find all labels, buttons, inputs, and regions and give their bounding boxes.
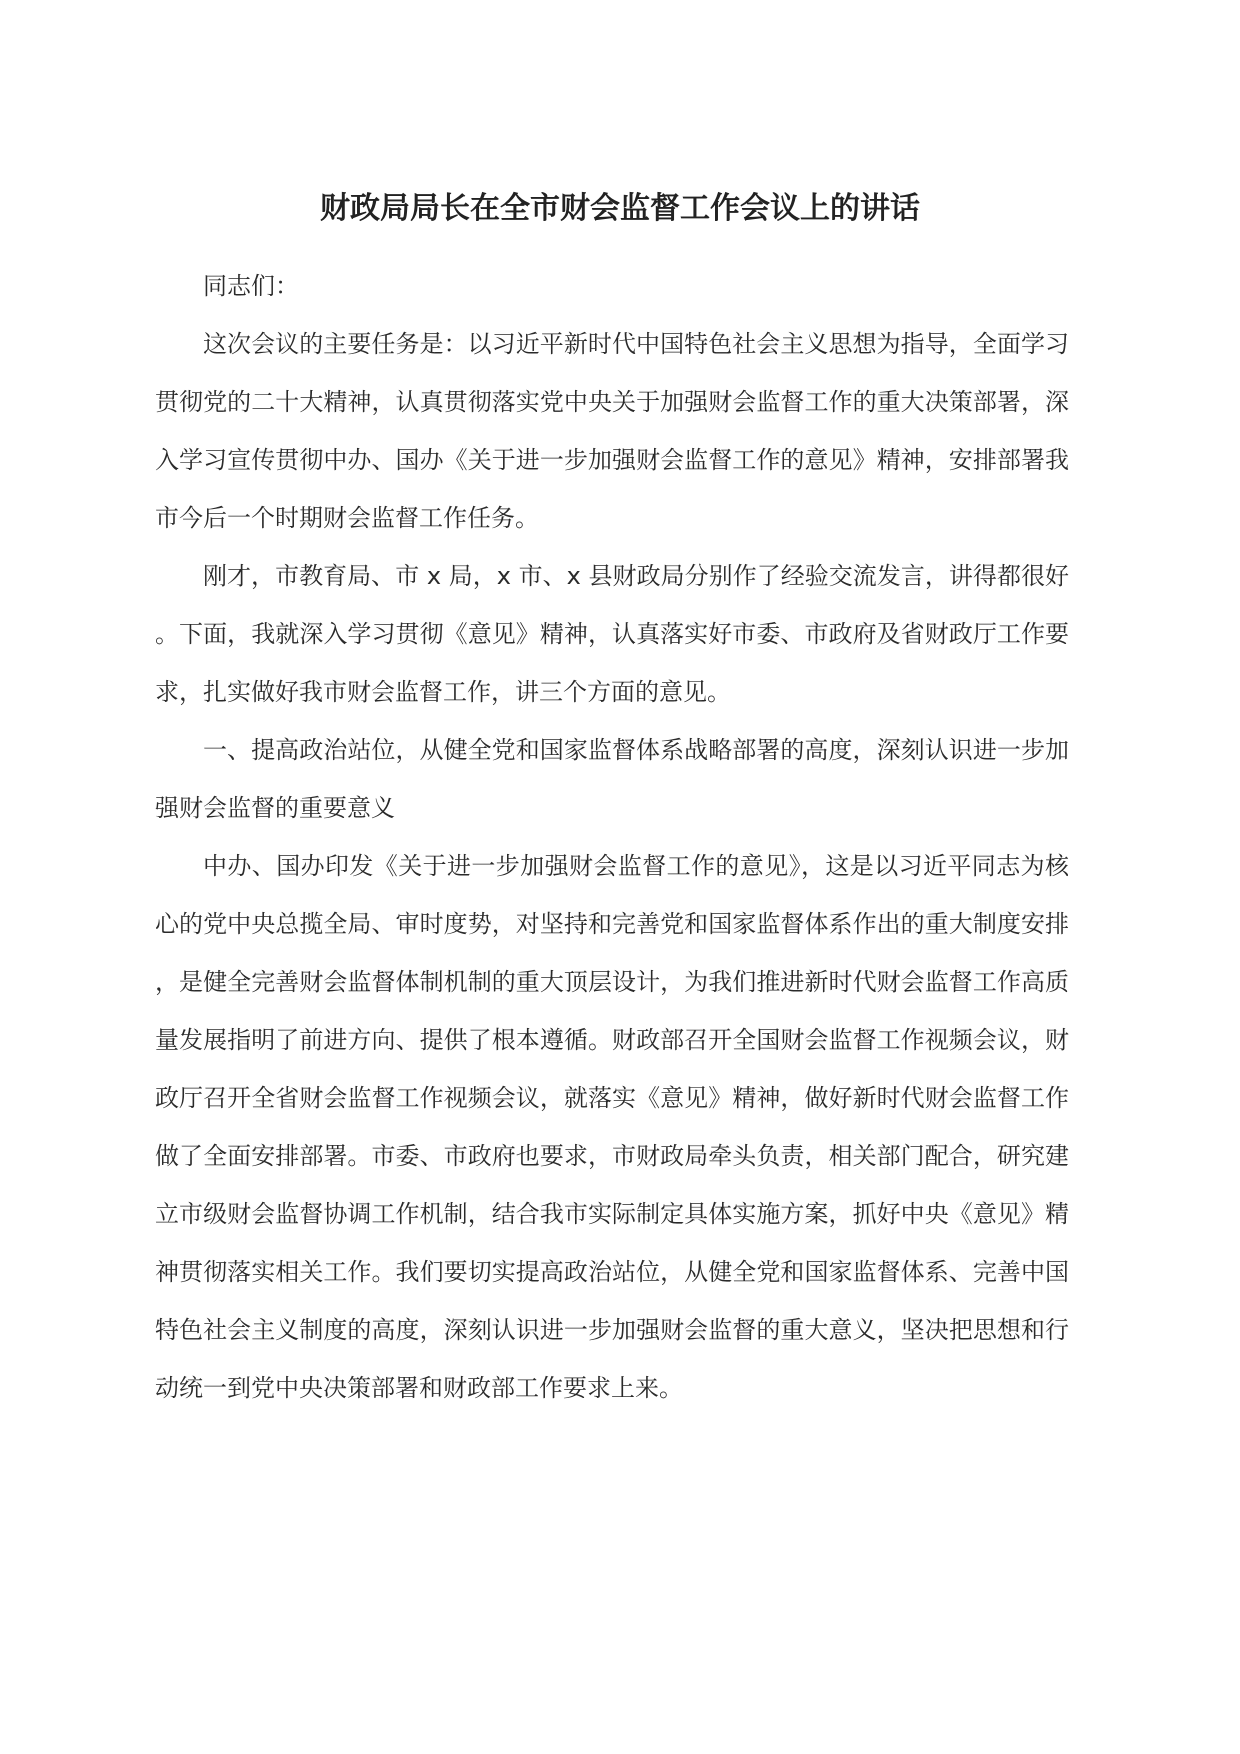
exchange-remarks-paragraph: 刚才，市教育局、市 x 局，x 市、x 县财政局分别作了经验交流发言，讲得都很好。下面，我就深入学习贯彻《意见》精神，认真落实好市委、市政府及省财政厅工作要求，扎实做好我市财会监督工作，讲三个方面的意见。: [155, 562, 1069, 706]
section-one-heading: 一、提高政治站位，从健全党和国家监督体系战略部署的高度，深刻认识进一步加强财会监督的重要意义: [155, 736, 1069, 822]
meeting-task-paragraph: 这次会议的主要任务是：以习近平新时代中国特色社会主义思想为指导，全面学习贯彻党的二十大精神，认真贯彻落实党中央关于加强财会监督工作的重大决策部署，深入学习宣传贯彻中办、国办《关于进一步加强财会监督工作的意见》精神，安排部署我市今后一个时期财会监督工作任务。: [155, 330, 1069, 532]
section-one-body-paragraph: 中办、国办印发《关于进一步加强财会监督工作的意见》，这是以习近平同志为核心的党中央总揽全局、审时度势，对坚持和完善党和国家监督体系作出的重大制度安排，是健全完善财会监督体制机制的重大顶层设计，为我们推进新时代财会监督工作高质量发展指明了前进方向、提供了根本遵循。财政部召开全国财会监督工作视频会议，财政厅召开全省财会监督工作视频会议，就落实《意见》精神，做好新时代财会监督工作做了全面安排部署。市委、市政府也要求，市财政局牵头负责，相关部门配合，研究建立市级财会监督协调工作机制，结合我市实际制定具体实施方案，抓好中央《意见》精神贯彻落实相关工作。我们要切实提高政治站位，从健全党和国家监督体系、完善中国特色社会主义制度的高度，深刻认识进一步加强财会监督的重大意义，坚决把思想和行动统一到党中央决策部署和财政部工作要求上来。: [155, 852, 1069, 1402]
document-body: [155, 257, 1069, 1417]
salutation-paragraph: 同志们：: [203, 272, 299, 300]
document-title: 财政局局长在全市财会监督工作会议上的讲话: [320, 191, 920, 226]
